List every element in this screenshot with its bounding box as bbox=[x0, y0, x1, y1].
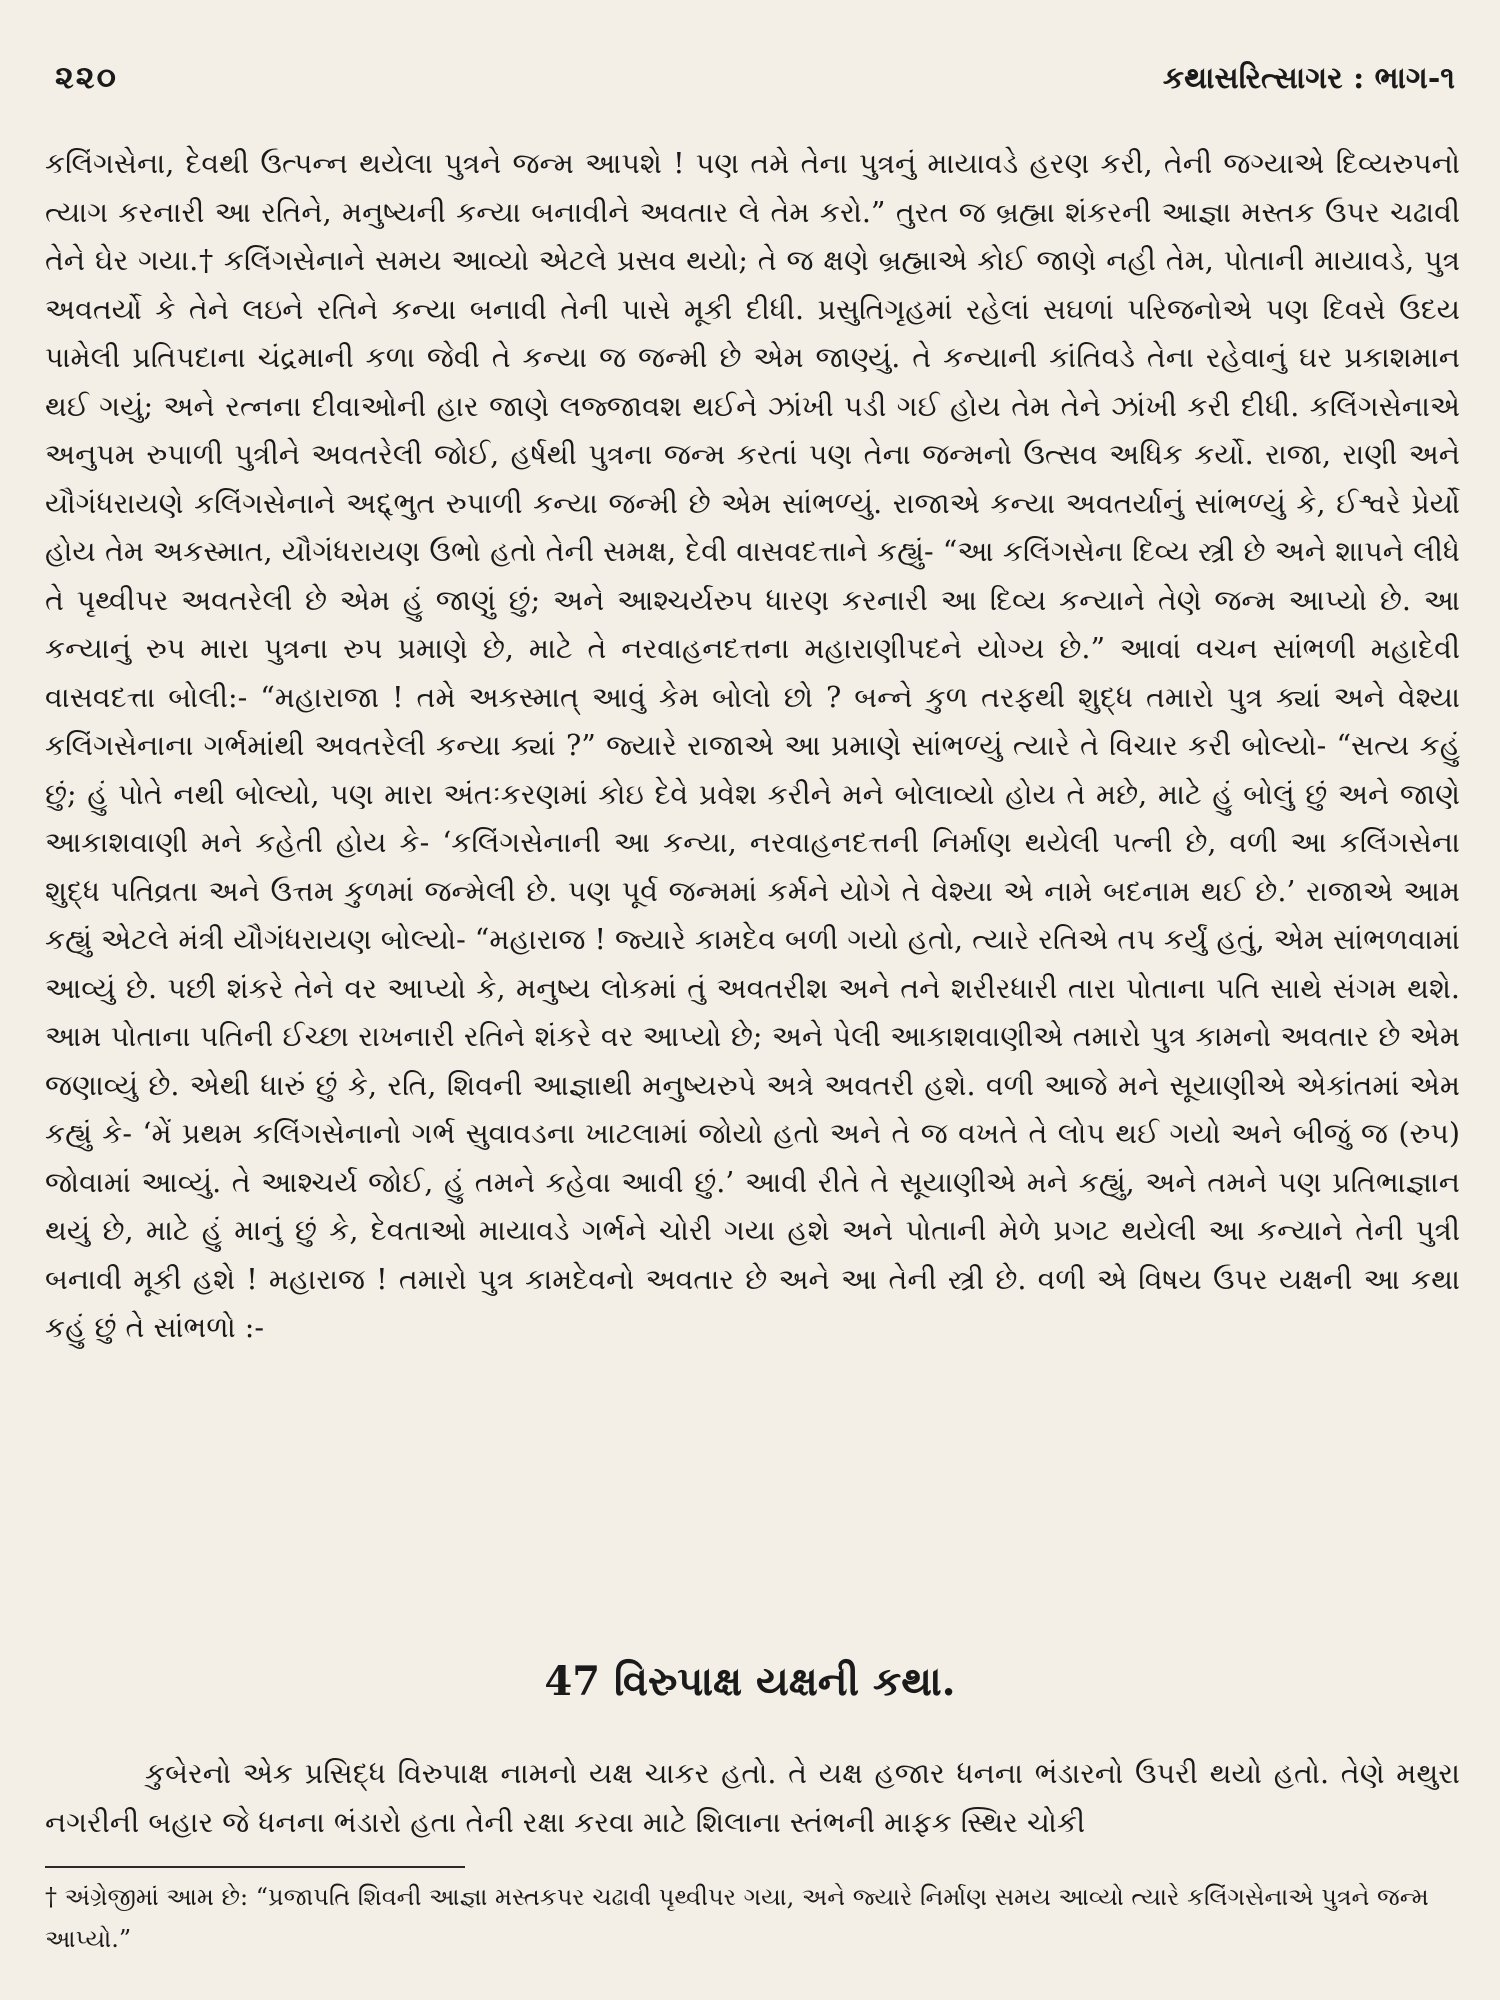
story-paragraph: કુબેરનો એક પ્રસિદ્ધ વિરુપાક્ષ નામનો યક્ષ ચાકર હતો. તે યક્ષ હજાર ધનના ભંડારનો ઉપરી થયો હતો. તેણે મથુરા નગરીની બહાર જે ધનના ભંડારો હતા તેની રક્ષા કરવા માટે શિલાના સ્તંભની માફક સ્થિર ચોકી bbox=[45, 1757, 1460, 1839]
footnote-text: † અંગ્રેજીમાં આમ છે: “પ્રજાપતિ શિવની આજ્ઞા મસ્તકપર ચઢાવી પૃથ્વીપર ગયા, અને જ્યારે નિર્માણ સમય આવ્યો ત્યારે કલિંગસેનાએ પુત્રને જન્મ આપ્યો.” bbox=[45, 1883, 1429, 1953]
footnote-divider bbox=[45, 1866, 465, 1868]
body-paragraph: કલિંગસેના, દેવથી ઉત્પન્ન થયેલા પુત્રને જન્મ આપશે ! પણ તમે તેના પુત્રનું માયાવડે હરણ કરી, તેની જગ્યાએ દિવ્યરુપનો ત્યાગ કરનારી આ રતિને, મનુષ્યની કન્યા બનાવીને અવતાર લે તેમ કરો.” તુરત જ બ્રહ્મા શંકરની આજ્ઞા મસ્તક ઉપર ચઢાવી તેને ઘેર ગયા.† કલિંગસેનાને સમય આવ્યો એટલે પ્રસવ થયો; તે જ ક્ષણે બ્રહ્માએ કોઈ જાણે નહી તેમ, પોતાની માયાવડે, પુત્ર અવતર્યો કે તેને લઇને રતિને કન્યા બનાવી તેની પાસે મૂકી દીધી. પ્રસુતિગૃહમાં રહેલાં સઘળાં પરિજનોએ પણ દિવસે ઉદય પામેલી પ્રતિપદાના ચંદ્રમાની કળા જેવી તે કન્યા જ જન્મી છે એમ જાણ્યું. તે કન્યાની કાંતિવડે તેના રહેવાનું ઘર પ્રકાશમાન થઈ ગયું; અને રત્નના દીવાઓની હાર જાણે લજ્જાવશ થઈને ઝાંખી પડી ગઈ હોય તેમ તેને ઝાંખી કરી દીધી. કલિંગસેનાએ અનુપમ રુપાળી પુત્રીને અવતરેલી જોઈ, હર્ષથી પુત્રના જન્મ કરતાં પણ તેના જન્મનો ઉત્સવ અધિક કર્યો. રાજા, રાણી અને યૌગંધરાયણે કલિંગસેનાને અદ્દ્ભુત રુપાળી કન્યા જન્મી છે એમ સાંભળ્યું. રાજાએ કન્યા અવતર્યાનું સાંભળ્યું કે, ઈશ્વરે પ્રેર્યો હોય તેમ અકસ્માત, યૌગંધરાયણ ઉભો હતો તેની સમક્ષ, દેવી વાસવદત્તાને કહ્યું- “આ કલિંગસેના દિવ્ય સ્ત્રી છે અને શાપને લીધે તે પૃથ્વીપર અવતરેલી છે એમ હું જાણું છું; અને આશ્ચર્યરુપ ધારણ કરનારી આ દિવ્ય કન્યાને તેણે જન્મ આપ્યો છે. આ કન્યાનું રુપ મારા પુત્રના રુપ પ્રમાણે છે, માટે તે નરવાહનદત્તના મહારાણીપદને યોગ્ય છે.” આવાં વચન સાંભળી મહાદેવી વાસવદત્તા બોલી:- “મહારાજા ! તમે અકસ્માત્ આવું કેમ બોલો છો ? બન્ને કુળ તરફથી શુદ્ધ તમારો પુત્ર ક્યાં અને વેશ્યા કલિંગસેનાના ગર્ભમાંથી અવતરેલી કન્યા ક્યાં ?” જ્યારે રાજાએ આ પ્રમાણે સાંભળ્યું ત્યારે તે વિચાર કરી બોલ્યો- “સત્ય કહું છું; હું પોતે નથી બોલ્યો, પણ મારા અંતઃકરણમાં કોઇ દેવે પ્રવેશ કરીને મને બોલાવ્યો હોય તે મછે, માટે હું બોલું છું અને જાણે આકાશવાણી મને કહેતી હોય કે- ‘કલિંગસેનાની આ કન્યા, નરવાહનદત્તની નિર્માણ થયેલી પત્ની છે, વળી આ કલિંગસેના શુદ્ધ પતિવ્રતા અને ઉત્તમ કુળમાં જન્મેલી છે. પણ પૂર્વ જન્મમાં કર્મને યોગે તે વેશ્યા એ નામે બદનામ થઈ છે.’ રાજાએ આમ કહ્યું એટલે મંત્રી યૌગંધરાયણ બોલ્યો- “મહારાજ ! જ્યારે કામદેવ બળી ગયો હતો, ત્યારે રતિએ તપ કર્યું હતું, એમ સાંભળવામાં આવ્યું છે. પછી શંકરે તેને વર આપ્યો કે, મનુષ્ય લોકમાં તું અવતરીશ અને તને શરીરધારી તારા પોતાના પતિ સાથે સંગમ થશે. આમ પોતાના પતિની ઈચ્છા રાખનારી રતિને શંકરે વર આપ્યો છે; અને પેલી આકાશવાણીએ તમારો પુત્ર કામનો અવતાર છે એમ જણાવ્યું છે. એથી ધારું છું કે, રતિ, શિવની આજ્ઞાથી મનુષ્યરુપે અત્રે અવતરી હશે. વળી આજે મને સૂયાણીએ એકાંતમાં એમ કહ્યું કે- ‘મેં પ્રથમ કલિંગસેનાનો ગર્ભ સુવાવડના ખાટલામાં જોયો હતો અને તે જ વખતે તે લોપ થઈ ગયો અને બીજું જ (રુપ) જોવામાં આવ્યું. તે આશ્ચર્ય જોઈ, હું તમને કહેવા આવી છું.’ આવી રીતે તે સૂયાણીએ મને કહ્યું, અને તમને પણ પ્રતિભાજ્ઞાન થયું છે, માટે હું માનું છું કે, દેવતાઓ માયાવડે ગર્ભને ચોરી ગયા હશે અને પોતાની મેળે પ્રગટ થયેલી આ કન્યાને તેની પુત્રી બનાવી મૂકી હશે ! મહારાજ ! તમારો પુત્ર કામદેવનો અવતાર છે અને આ તેની સ્ત્રી છે. વળી એ વિષય ઉપર યક્ષની આ કથા કહું છું તે સાંભળો :- bbox=[45, 147, 1460, 1344]
main-text bbox=[45, 140, 1460, 1353]
running-head bbox=[55, 58, 1455, 97]
footnote bbox=[45, 1876, 1460, 1960]
story-text bbox=[45, 1750, 1460, 1847]
book-title: કથાસરિત્સાગર : ભાગ-૧ bbox=[1162, 61, 1455, 96]
story-heading: 47 વિરુપાક્ષ યક્ષની કથા. bbox=[544, 1658, 956, 1705]
page-number: ૨૨૦ bbox=[55, 58, 118, 96]
